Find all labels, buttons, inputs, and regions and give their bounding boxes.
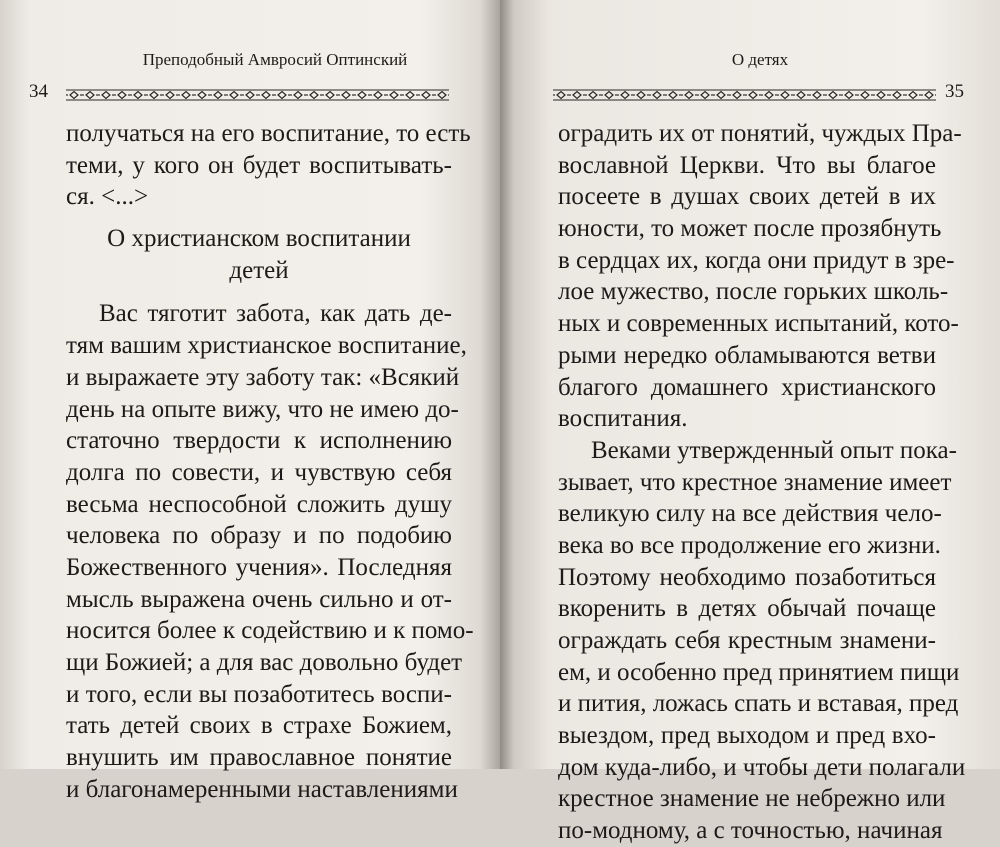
text-block [558, 118, 966, 847]
text-line: Вас тяготит забота, как дать де- [99, 300, 452, 328]
text-line: лое мужество, после горьких школь- [558, 278, 949, 306]
text-line: теми, у кого он будет воспитывать- [66, 151, 452, 179]
text-block [66, 298, 474, 805]
ornament-rule [553, 88, 936, 102]
text-line: ограждать себя крестным знамени- [558, 627, 936, 654]
text-line: человека по образу и по подобию [66, 522, 452, 550]
text-line: тать детей своих в страхе Божием, [66, 712, 452, 740]
body-text [66, 118, 474, 805]
text-line: статочно твердости к исполнению [66, 427, 452, 455]
right-page [500, 0, 1000, 845]
text-line: ем, и особенно пред принятием пищи [558, 658, 960, 686]
text-line: Веками утвержденный опыт пока- [591, 436, 957, 464]
text-line: тям вашим христианское воспитание, [66, 332, 467, 360]
text-line: получаться на его воспитание, то есть [66, 120, 471, 147]
page-number: 34 [29, 81, 48, 102]
text-line: рыми нередко обламываются ветви [558, 341, 936, 369]
left-page [0, 0, 500, 803]
text-line: крестное знамение не небрежно или [558, 785, 946, 813]
page-number: 35 [945, 81, 964, 102]
heading-line: детей [229, 256, 289, 284]
text-line: дом куда-либо, и чтобы дети полагали [558, 753, 966, 781]
text-line: благого домашнего христианского [558, 373, 936, 401]
text-line: вославной Церкви. Что вы благое [558, 151, 936, 179]
text-line: воспитания. [558, 405, 688, 433]
text-line: выездом, пред выходом и пред вхо- [558, 722, 936, 750]
text-line: вкоренить в детях обычай почаще [558, 595, 936, 623]
text-line: по-модному, а с точностью, начиная [558, 817, 943, 845]
text-line: ных и современных испытаний, кото- [558, 310, 959, 338]
text-line: великую силу на все действия чело- [558, 500, 942, 528]
text-line: долга по совести, и чувствую себя [66, 458, 452, 486]
text-line: щи Божией; а для вас довольно будет [66, 649, 463, 676]
text-line: века во все продолжение его жизни. [558, 531, 941, 559]
text-line: Божественного учения». Последняя [66, 553, 452, 581]
text-line: и того, если вы позаботитесь воспи- [66, 680, 452, 708]
text-line: Поэтому необходимо позаботиться [558, 563, 936, 591]
text-line: носится более к содействию и к помо- [66, 617, 474, 645]
running-head: О детях [731, 50, 789, 69]
heading-line: О христианском воспитании [107, 225, 411, 253]
text-line: мысль выражена очень сильно и от- [66, 585, 452, 613]
text-line: и пития, ложась спать и вставая, пред [558, 690, 959, 718]
text-line: оградить их от понятий, чуждых Пра- [558, 120, 962, 147]
text-line: ся. <...> [66, 183, 149, 211]
text-line: весьма неспособной сложить душу [66, 490, 452, 518]
text-line: посеете в душах своих детей в их [558, 183, 936, 211]
text-line: зывает, что крестное знамение имеет [558, 468, 952, 496]
text-block [66, 118, 471, 213]
body-text [558, 118, 966, 847]
text-line: юности, то может после прозябнуть [558, 215, 942, 243]
text-line: и выражаете эту заботу так: «Всякий [66, 363, 460, 391]
text-line: внушить им православное понятие [66, 744, 452, 772]
text-line: день на опыте вижу, что не имею до- [66, 395, 459, 423]
ornament-rule [66, 88, 449, 102]
text-line: в сердцах их, когда они придут в зре- [558, 246, 955, 274]
running-head: Преподобный Амвросий Оптинский [142, 50, 408, 69]
section-heading [66, 223, 452, 286]
text-line: и благонамеренными наставлениями [66, 775, 458, 803]
